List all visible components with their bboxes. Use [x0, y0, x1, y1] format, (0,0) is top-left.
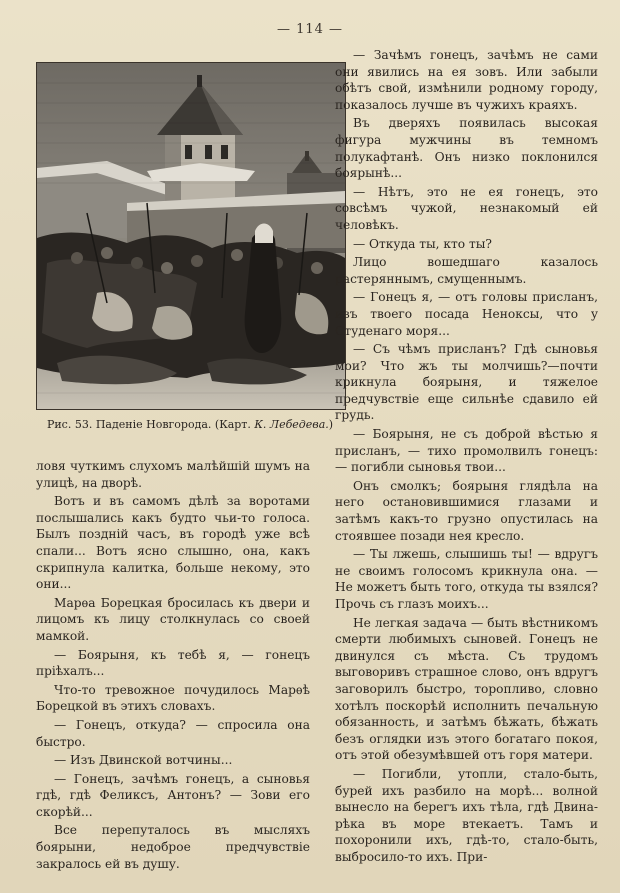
- page-number: — 114 —: [276, 22, 344, 37]
- illustration-fall-of-novgorod: [36, 62, 346, 410]
- engraving-image: [37, 63, 345, 409]
- paragraph: Марѳа Борецкая бросилась къ двери и лицомъ къ лицу столкнулась со своей мамкой.: [36, 595, 310, 643]
- paragraph: ловя чуткимъ слухомъ малѣйшій шумъ на улицѣ, на дворѣ.: [36, 459, 310, 490]
- caption-author: К. Лебедева.: [254, 418, 329, 431]
- paragraph: — Съ чѣмъ присланъ? Гдѣ сыновья мои? Что жъ ты молчишь?—почти крикнула боярыня, и тяжелое предчувствіе еще сильнѣе сдавило ей грудь.: [335, 342, 598, 423]
- left-column: [36, 458, 310, 872]
- paragraph: — Нѣтъ, это не ея гонецъ, это совсѣмъ чужой, незнакомый ей человѣкъ.: [335, 184, 598, 232]
- paragraph: Лицо вошедшаго казалось растеряннымъ, смущеннымъ.: [335, 255, 598, 286]
- paragraph: Въ дверяхъ появилась высокая фигура мужчины въ темномъ полукафтанѣ. Онъ низко поклонился боярынѣ...: [335, 116, 598, 181]
- paragraph: Онъ смолкъ; боярыня глядѣла на него остановившимися глазами и затѣмъ какъ-то грузно опустилась на стоявшее позади нея кресло.: [335, 478, 598, 543]
- paragraph: Вотъ и въ самомъ дѣлѣ за воротами послышались какъ будто чьи-то голоса. Былъ поздній часъ, въ городѣ уже всѣ спали... Вотъ ясно слышно, она, какъ скрипнула калитка, больше некому, это они...: [36, 494, 310, 592]
- paragraph: — Погибли, утопли, стало-быть, бурей ихъ разбило на морѣ... волной вынесло на берегъ ихъ тѣла, гдѣ Двина-рѣка въ море втекаетъ. Тамъ и похоронили ихъ, гдѣ-то, стало-быть, выбросило-то ихъ. При-: [335, 766, 598, 864]
- paragraph: Что-то тревожное почудилось Марѳѣ Борецкой въ этихъ словахъ.: [36, 682, 310, 714]
- paragraph: — Ты лжешь, слышишь ты! — вдругъ не своимъ голосомъ крикнула она. — Не можетъ быть того, откуда ты взялся? Прочь съ глазъ моихъ...: [335, 547, 598, 611]
- paragraph: — Зачѣмъ гонецъ, зачѣмъ не сами они явились на ея зовъ. Или забыли обѣтъ свой, измѣнили родному городу, показалось лучше въ чужихъ краяхъ.: [335, 48, 598, 112]
- paragraph: Все перепуталось въ мысляхъ боярыни, недоброе предчувствіе закралось ей въ душу.: [36, 823, 310, 871]
- caption-prefix: Рис. 53. Паденіе Новгорода. (Карт.: [46, 418, 251, 431]
- paragraph: — Гонецъ, откуда? — спросила она быстро.: [36, 717, 310, 749]
- right-column: [335, 47, 598, 866]
- paragraph: — Откуда ты, кто ты?: [353, 236, 492, 251]
- caption-suffix: ): [328, 418, 334, 431]
- paragraph: — Боярыня, не съ доброй вѣстью я присланъ, — тихо промолвилъ гонецъ: — погибли сыновья твои...: [335, 427, 598, 475]
- paragraph: — Гонецъ я, — отъ головы присланъ, изъ твоего посада Неноксы, что у Студенаго моря...: [335, 290, 598, 338]
- paragraph: — Изъ Двинской вотчины...: [54, 753, 233, 768]
- paragraph: — Гонецъ, зачѣмъ гонецъ, а сыновья гдѣ, гдѣ Феликсъ, Антонъ? — Зови его скорѣй...: [36, 771, 310, 819]
- paragraph: — Боярыня, къ тебѣ я, — гонецъ пріѣхалъ...: [36, 647, 310, 679]
- figure-caption: [40, 418, 340, 432]
- paragraph: Не легкая задача — быть вѣстникомъ смерти любимыхъ сыновей. Гонецъ не двинулся съ мѣста. Съ трудомъ выговоривъ страшное слово, онъ вдругъ заговорилъ быстро, торопливо, словно хотѣлъ поскорѣй исполнить печальную обязанность, и затѣмъ бѣжать, бѣжать безъ оглядки изъ этого богатаго покоя, отъ этой обезумѣвшей отъ горя матери.: [335, 615, 598, 763]
